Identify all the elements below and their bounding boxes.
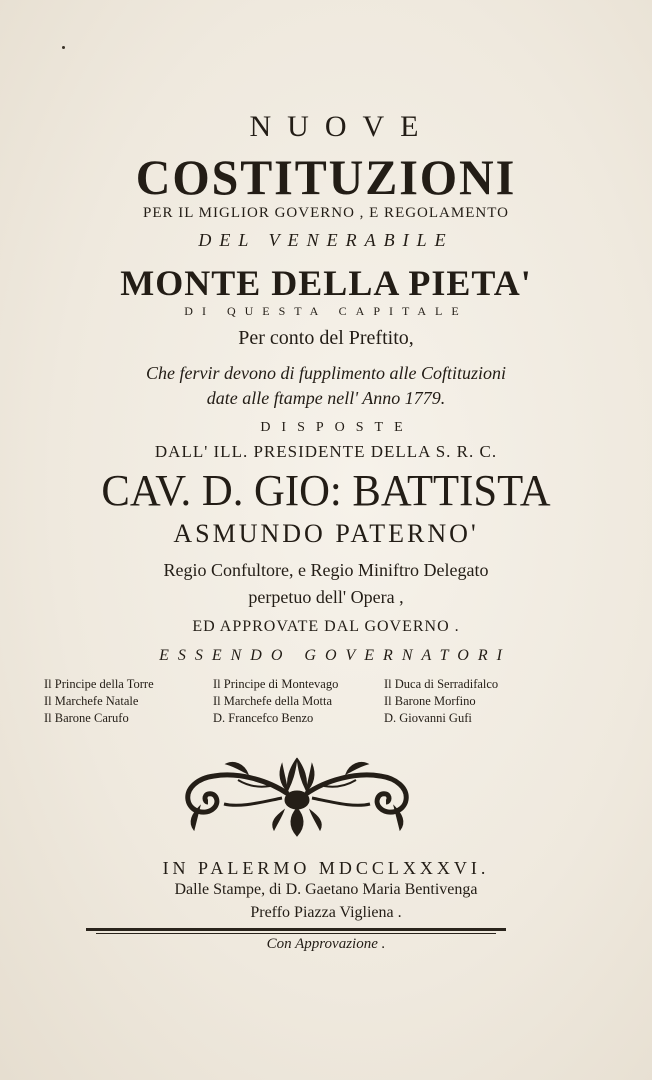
subtitle-anno: date alle ftampe nell' Anno 1779. xyxy=(206,388,446,408)
title-nuove: NUOVE xyxy=(249,110,435,143)
governor-name: Il Marchefe Natale xyxy=(44,694,139,708)
floral-ornament-icon xyxy=(178,750,416,840)
subtitle-prestito: Per conto del Preftito, xyxy=(238,327,414,349)
divider-thin xyxy=(96,933,496,934)
governor-name: Il Duca di Serradifalco xyxy=(384,677,499,691)
author-role-cont: perpetuo dell' Opera , xyxy=(248,587,404,607)
governors-column-3 xyxy=(384,676,498,727)
governor-name: Il Barone Carufo xyxy=(44,711,129,725)
governors-column-1 xyxy=(44,676,154,727)
author-surname: ASMUNDO PATERNO' xyxy=(173,519,479,548)
subtitle-supplimento: Che fervir devono di fupplimento alle Coftituzioni xyxy=(146,363,506,383)
author-name: CAV. D. GIO: BATTISTA xyxy=(101,466,551,515)
imprint-place: IN PALERMO MDCCLXXXVI. xyxy=(162,858,490,878)
subtitle-capitale: DI QUESTA CAPITALE xyxy=(184,304,468,318)
imprint-approval: Con Approvazione . xyxy=(266,936,386,952)
governatori-heading: ESSENDO GOVERNATORI xyxy=(159,647,511,664)
governor-name: Il Principe di Montevago xyxy=(213,677,339,691)
label-disposte: DISPOSTE xyxy=(260,420,414,435)
governor-name: Il Marchefe della Motta xyxy=(213,694,333,708)
presidente-line: DALL' ILL. PRESIDENTE DELLA S. R. C. xyxy=(154,442,498,461)
governor-name: Il Barone Morfino xyxy=(384,694,476,708)
divider-thick xyxy=(86,928,506,931)
author-role: Regio Confultore, e Regio Miniftro Delegato xyxy=(163,560,489,580)
approval-line: ED APPROVATE DAL GOVERNO . xyxy=(192,618,460,635)
ink-speck xyxy=(62,46,65,49)
title-costituzioni: COSTITUZIONI xyxy=(135,149,517,205)
governors-column-2 xyxy=(213,676,338,727)
governor-name: D. Giovanni Gufi xyxy=(384,711,472,725)
imprint-address: Preffo Piazza Vigliena . xyxy=(250,904,402,921)
title-monte-pieta: MONTE DELLA PIETA' xyxy=(120,263,532,303)
imprint-printer: Dalle Stampe, di D. Gaetano Maria Bentivenga xyxy=(174,881,478,898)
governor-name: Il Principe della Torre xyxy=(44,677,154,691)
governor-name: D. Francefco Benzo xyxy=(213,711,314,725)
subtitle-governo: PER IL MIGLIOR GOVERNO , E REGOLAMENTO xyxy=(143,205,509,221)
subtitle-venerabile: DEL VENERABILE xyxy=(198,230,454,250)
